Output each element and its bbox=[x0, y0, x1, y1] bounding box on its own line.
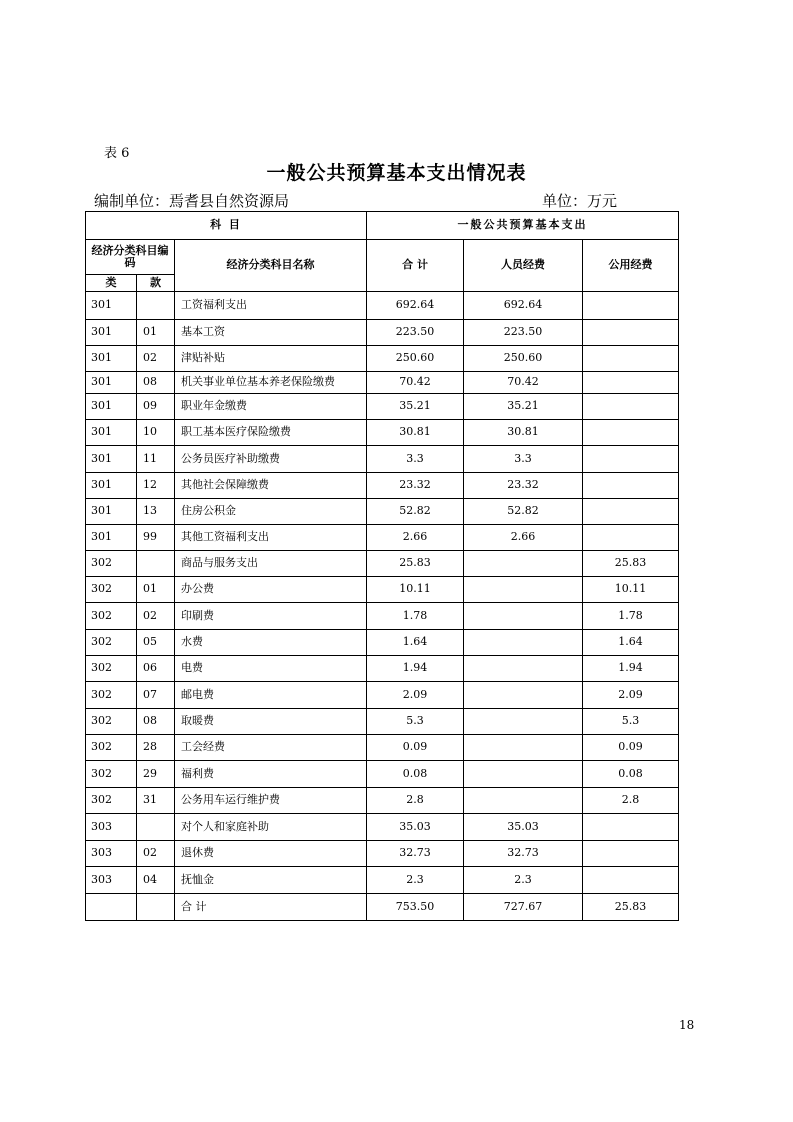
page-number: 18 bbox=[679, 1018, 695, 1032]
cell-name: 邮电费 bbox=[175, 682, 367, 709]
cell-lei: 303 bbox=[86, 867, 137, 894]
cell-lei: 302 bbox=[86, 656, 137, 682]
header-name: 经济分类科目名称 bbox=[175, 240, 367, 292]
cell-total: 0.08 bbox=[367, 761, 464, 788]
cell-kuan: 02 bbox=[137, 346, 175, 372]
cell-kuan: 08 bbox=[137, 372, 175, 394]
cell-lei: 301 bbox=[86, 394, 137, 420]
cell-personnel bbox=[464, 761, 583, 788]
cell-name: 抚恤金 bbox=[175, 867, 367, 894]
cell-name: 职工基本医疗保险缴费 bbox=[175, 420, 367, 446]
cell-total: 32.73 bbox=[367, 841, 464, 867]
cell-kuan: 07 bbox=[137, 682, 175, 709]
cell-lei: 301 bbox=[86, 346, 137, 372]
cell-name: 职业年金缴费 bbox=[175, 394, 367, 420]
cell-total: 2.66 bbox=[367, 525, 464, 551]
cell-lei: 302 bbox=[86, 682, 137, 709]
currency-unit: 单位：万元 bbox=[542, 192, 618, 210]
table-row bbox=[86, 656, 679, 682]
cell-public bbox=[583, 841, 679, 867]
cell-lei: 302 bbox=[86, 788, 137, 814]
cell-name: 公务员医疗补助缴费 bbox=[175, 446, 367, 473]
cell-personnel bbox=[464, 577, 583, 603]
cell-public bbox=[583, 473, 679, 499]
cell-personnel bbox=[464, 603, 583, 630]
cell-lei: 301 bbox=[86, 292, 137, 320]
cell-personnel: 223.50 bbox=[464, 320, 583, 346]
cell-total: 0.09 bbox=[367, 735, 464, 761]
cell-lei: 301 bbox=[86, 372, 137, 394]
cell-name: 商品与服务支出 bbox=[175, 551, 367, 577]
header-kuan: 款 bbox=[137, 275, 175, 292]
cell-lei: 302 bbox=[86, 577, 137, 603]
compiling-unit: 编制单位：焉耆县自然资源局 bbox=[94, 192, 290, 210]
cell-personnel bbox=[464, 735, 583, 761]
cell-public bbox=[583, 499, 679, 525]
cell-kuan: 11 bbox=[137, 446, 175, 473]
cell-total: 10.11 bbox=[367, 577, 464, 603]
table-row bbox=[86, 551, 679, 577]
cell-kuan: 10 bbox=[137, 420, 175, 446]
cell-total: 1.78 bbox=[367, 603, 464, 630]
cell-name: 对个人和家庭补助 bbox=[175, 814, 367, 841]
cell-total: 2.8 bbox=[367, 788, 464, 814]
cell-kuan: 01 bbox=[137, 320, 175, 346]
cell-total: 23.32 bbox=[367, 473, 464, 499]
cell-name: 基本工资 bbox=[175, 320, 367, 346]
cell-total: 2.09 bbox=[367, 682, 464, 709]
table-row bbox=[86, 788, 679, 814]
cell-kuan: 05 bbox=[137, 630, 175, 656]
cell-personnel: 2.3 bbox=[464, 867, 583, 894]
cell-personnel: 70.42 bbox=[464, 372, 583, 394]
table-row bbox=[86, 525, 679, 551]
cell-kuan: 99 bbox=[137, 525, 175, 551]
table-row bbox=[86, 841, 679, 867]
cell-public bbox=[583, 525, 679, 551]
table-row bbox=[86, 499, 679, 525]
cell-kuan: 31 bbox=[137, 788, 175, 814]
cell-name: 福利费 bbox=[175, 761, 367, 788]
cell-lei: 302 bbox=[86, 735, 137, 761]
cell-total: 1.64 bbox=[367, 630, 464, 656]
cell-kuan: 06 bbox=[137, 656, 175, 682]
cell-total: 223.50 bbox=[367, 320, 464, 346]
cell-personnel bbox=[464, 630, 583, 656]
cell-name: 机关事业单位基本养老保险缴费 bbox=[175, 372, 367, 394]
cell-lei: 301 bbox=[86, 320, 137, 346]
header-subject: 科 目 bbox=[86, 212, 367, 240]
cell-public: 2.09 bbox=[583, 682, 679, 709]
cell-personnel: 727.67 bbox=[464, 894, 583, 921]
table-row bbox=[86, 473, 679, 499]
cell-total: 25.83 bbox=[367, 551, 464, 577]
cell-public: 25.83 bbox=[583, 894, 679, 921]
cell-personnel: 35.03 bbox=[464, 814, 583, 841]
table-row bbox=[86, 372, 679, 394]
cell-lei: 301 bbox=[86, 525, 137, 551]
cell-public bbox=[583, 814, 679, 841]
cell-personnel: 250.60 bbox=[464, 346, 583, 372]
cell-kuan: 28 bbox=[137, 735, 175, 761]
header-personnel: 人员经费 bbox=[464, 240, 583, 292]
table-row bbox=[86, 603, 679, 630]
table-row bbox=[86, 292, 679, 320]
cell-total: 35.21 bbox=[367, 394, 464, 420]
header-total: 合 计 bbox=[367, 240, 464, 292]
cell-personnel: 32.73 bbox=[464, 841, 583, 867]
cell-lei: 302 bbox=[86, 709, 137, 735]
cell-public: 0.09 bbox=[583, 735, 679, 761]
cell-name: 工资福利支出 bbox=[175, 292, 367, 320]
cell-lei: 302 bbox=[86, 630, 137, 656]
header-row-1 bbox=[86, 212, 679, 240]
cell-lei: 303 bbox=[86, 814, 137, 841]
cell-kuan: 09 bbox=[137, 394, 175, 420]
cell-kuan bbox=[137, 814, 175, 841]
cell-name: 水费 bbox=[175, 630, 367, 656]
table-row bbox=[86, 320, 679, 346]
budget-table bbox=[85, 211, 679, 921]
cell-total: 2.3 bbox=[367, 867, 464, 894]
cell-personnel bbox=[464, 788, 583, 814]
cell-kuan: 12 bbox=[137, 473, 175, 499]
cell-name: 电费 bbox=[175, 656, 367, 682]
cell-personnel: 2.66 bbox=[464, 525, 583, 551]
table-row bbox=[86, 420, 679, 446]
header-row-2 bbox=[86, 240, 679, 275]
cell-public: 2.8 bbox=[583, 788, 679, 814]
cell-public: 25.83 bbox=[583, 551, 679, 577]
cell-name: 其他工资福利支出 bbox=[175, 525, 367, 551]
table-row bbox=[86, 709, 679, 735]
cell-name: 工会经费 bbox=[175, 735, 367, 761]
cell-total: 70.42 bbox=[367, 372, 464, 394]
cell-public: 5.3 bbox=[583, 709, 679, 735]
cell-lei: 301 bbox=[86, 446, 137, 473]
cell-public bbox=[583, 320, 679, 346]
table-row bbox=[86, 761, 679, 788]
cell-kuan: 08 bbox=[137, 709, 175, 735]
table-number: 表 6 bbox=[104, 146, 130, 161]
cell-total: 692.64 bbox=[367, 292, 464, 320]
cell-lei: 302 bbox=[86, 551, 137, 577]
table-row bbox=[86, 867, 679, 894]
cell-lei bbox=[86, 894, 137, 921]
table-row bbox=[86, 346, 679, 372]
table-row bbox=[86, 894, 679, 921]
cell-public bbox=[583, 346, 679, 372]
cell-public: 1.78 bbox=[583, 603, 679, 630]
cell-personnel bbox=[464, 682, 583, 709]
cell-personnel: 35.21 bbox=[464, 394, 583, 420]
cell-kuan bbox=[137, 551, 175, 577]
cell-personnel: 692.64 bbox=[464, 292, 583, 320]
cell-name: 合 计 bbox=[175, 894, 367, 921]
cell-personnel bbox=[464, 656, 583, 682]
cell-public bbox=[583, 292, 679, 320]
cell-public bbox=[583, 372, 679, 394]
cell-total: 52.82 bbox=[367, 499, 464, 525]
cell-kuan: 01 bbox=[137, 577, 175, 603]
table-row bbox=[86, 630, 679, 656]
cell-total: 753.50 bbox=[367, 894, 464, 921]
cell-personnel bbox=[464, 709, 583, 735]
header-general-budget: 一般公共预算基本支出 bbox=[367, 212, 679, 240]
cell-lei: 303 bbox=[86, 841, 137, 867]
cell-total: 30.81 bbox=[367, 420, 464, 446]
cell-total: 5.3 bbox=[367, 709, 464, 735]
table-row bbox=[86, 577, 679, 603]
cell-lei: 302 bbox=[86, 603, 137, 630]
cell-public bbox=[583, 420, 679, 446]
cell-public bbox=[583, 867, 679, 894]
cell-personnel bbox=[464, 551, 583, 577]
cell-lei: 301 bbox=[86, 420, 137, 446]
header-public: 公用经费 bbox=[583, 240, 679, 292]
cell-kuan: 29 bbox=[137, 761, 175, 788]
cell-name: 退休费 bbox=[175, 841, 367, 867]
cell-total: 250.60 bbox=[367, 346, 464, 372]
table-row bbox=[86, 735, 679, 761]
cell-kuan bbox=[137, 292, 175, 320]
cell-public bbox=[583, 446, 679, 473]
cell-name: 其他社会保障缴费 bbox=[175, 473, 367, 499]
cell-personnel: 30.81 bbox=[464, 420, 583, 446]
table-row bbox=[86, 446, 679, 473]
cell-name: 津贴补贴 bbox=[175, 346, 367, 372]
cell-lei: 302 bbox=[86, 761, 137, 788]
table-row bbox=[86, 682, 679, 709]
cell-name: 公务用车运行维护费 bbox=[175, 788, 367, 814]
cell-public: 1.64 bbox=[583, 630, 679, 656]
table-body bbox=[86, 292, 679, 921]
cell-lei: 301 bbox=[86, 499, 137, 525]
cell-lei: 301 bbox=[86, 473, 137, 499]
cell-kuan: 02 bbox=[137, 603, 175, 630]
cell-personnel: 23.32 bbox=[464, 473, 583, 499]
header-code: 经济分类科目编码 bbox=[86, 240, 175, 275]
cell-kuan: 13 bbox=[137, 499, 175, 525]
cell-public bbox=[583, 394, 679, 420]
cell-name: 办公费 bbox=[175, 577, 367, 603]
cell-kuan bbox=[137, 894, 175, 921]
cell-personnel: 3.3 bbox=[464, 446, 583, 473]
cell-total: 3.3 bbox=[367, 446, 464, 473]
cell-kuan: 02 bbox=[137, 841, 175, 867]
cell-public: 10.11 bbox=[583, 577, 679, 603]
cell-public: 0.08 bbox=[583, 761, 679, 788]
table-row bbox=[86, 814, 679, 841]
header-lei: 类 bbox=[86, 275, 137, 292]
cell-name: 取暖费 bbox=[175, 709, 367, 735]
page-title: 一般公共预算基本支出情况表 bbox=[266, 162, 527, 184]
cell-name: 印刷费 bbox=[175, 603, 367, 630]
cell-personnel: 52.82 bbox=[464, 499, 583, 525]
table-row bbox=[86, 394, 679, 420]
cell-public: 1.94 bbox=[583, 656, 679, 682]
cell-kuan: 04 bbox=[137, 867, 175, 894]
cell-name: 住房公积金 bbox=[175, 499, 367, 525]
cell-total: 35.03 bbox=[367, 814, 464, 841]
cell-total: 1.94 bbox=[367, 656, 464, 682]
